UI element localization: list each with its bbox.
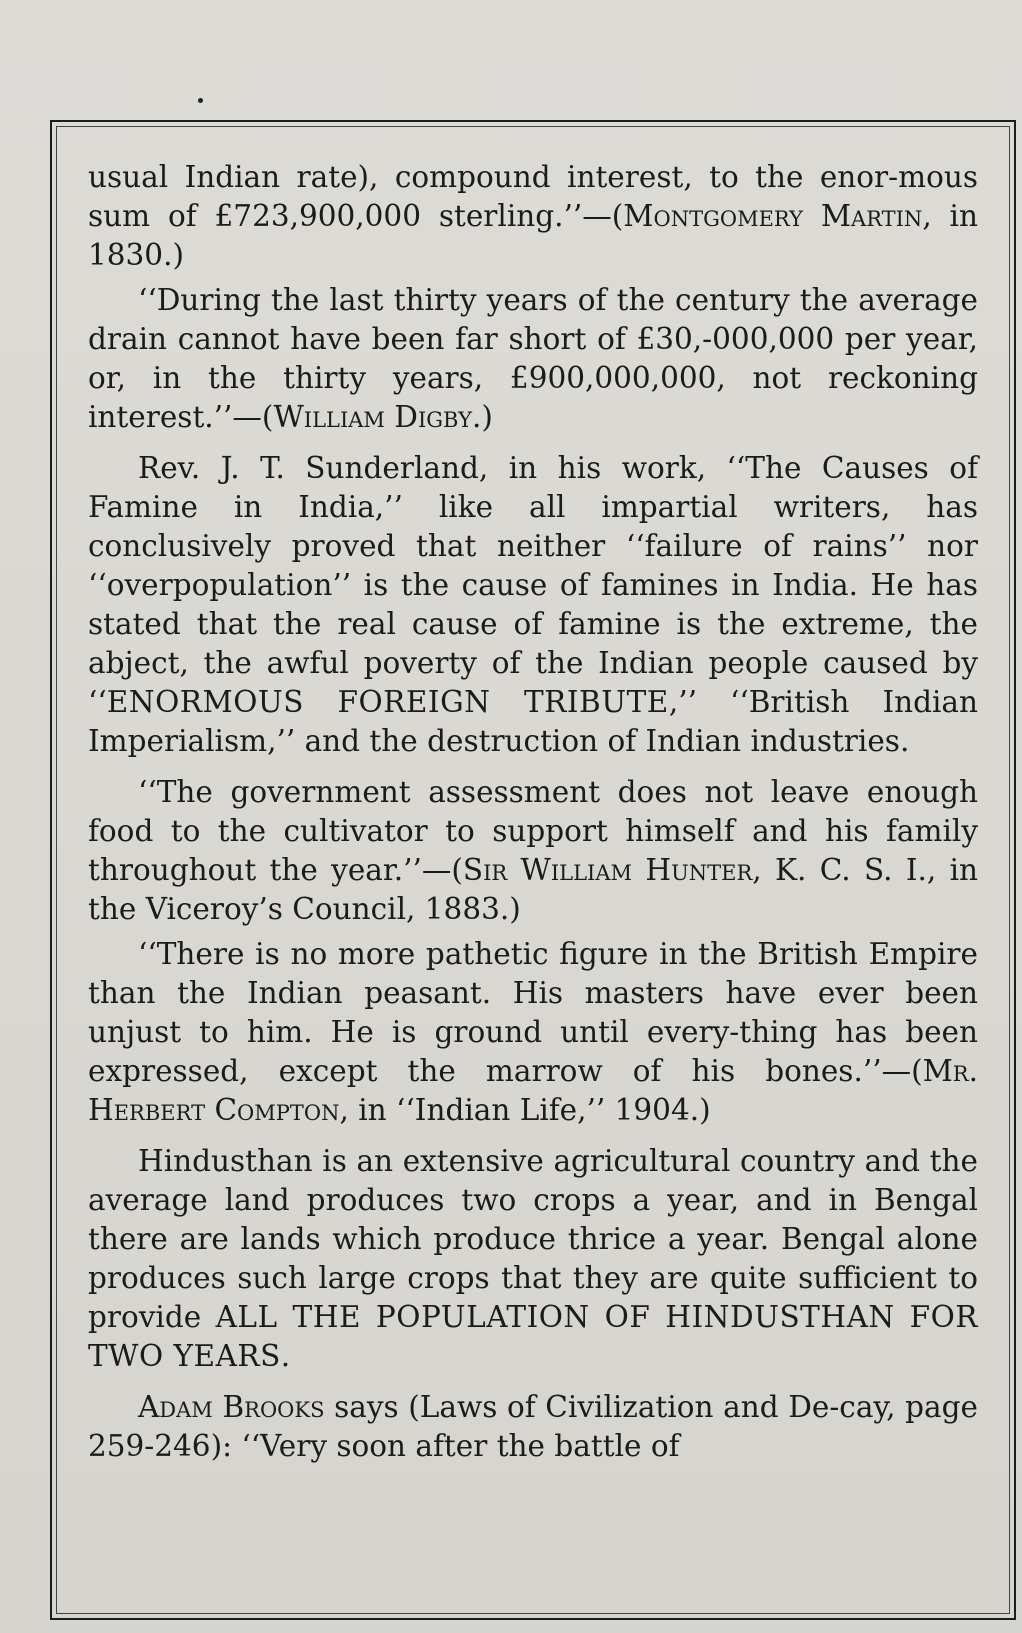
citation: .) — [471, 400, 493, 434]
quote-text: usual Indian rate), compound interest, to the enor-mous sum of £723,900,000 sterling.’’—( — [88, 160, 978, 233]
author-name: Montgomery Martin — [623, 199, 923, 233]
body-text-b: says (Laws of Civilization and De-cay, page 259-246): ‘‘Very soon after the battle of — [88, 1390, 978, 1463]
citation: , K. C. S. I., in the Viceroy’s Council, 1883.) — [88, 853, 978, 926]
quote-text: ‘‘The government assessment does not leave enough food to the cultivator to support himself and his family throughout the year.’’—( — [88, 775, 978, 887]
body-text-b: ,’’ ‘‘British Indian Imperialism,’’ and the destruction of Indian industries. — [88, 685, 979, 758]
paragraph-sunderland — [88, 449, 978, 761]
paragraph-hunter-quote — [88, 773, 978, 929]
author-name: Sir William Hunter — [462, 853, 753, 887]
ink-speck — [198, 98, 203, 103]
paragraph-hindusthan — [88, 1142, 978, 1376]
body-text-a: Rev. J. T. Sunderland, in his work, ‘‘The Causes of Famine in India,’’ like all impartial writers, has conclusively proved that neither ‘‘failure of rains’’ nor ‘‘overpopulation’’ is the cause of famines in India. He has stated that the real cause of famine is the extreme, the abject, the awful poverty of the Indian people caused by ‘‘ — [88, 451, 978, 719]
emphasis-caps: ALL THE POPULATION OF HINDUSTHAN FOR TWO YEARS — [88, 1300, 978, 1373]
quote-text: ‘‘There is no more pathetic figure in the British Empire than the Indian peasant. His masters have ever been unjust to him. He is ground until every-thing has been expressed, except the marrow of his bones.’’—( — [88, 937, 978, 1088]
author-name: Adam Brooks — [138, 1390, 325, 1424]
paragraph-compton-quote — [88, 935, 978, 1130]
body-text — [88, 158, 978, 1466]
citation: , in ‘‘Indian Life,’’ 1904.) — [339, 1093, 711, 1127]
body-text-a: Hindusthan is an extensive agricultural country and the average land produces two crops a year, and in Bengal there are lands which produce thrice a year. Bengal alone produces such large crops that they are quite sufficient to provide — [88, 1144, 978, 1334]
quote-text: ‘‘During the last thirty years of the century the average drain cannot have been far short of £30,-000,000 per year, or, in the thirty years, £900,000,000, not reckoning interest.’’—( — [88, 283, 978, 434]
author-name: Mr. Herbert Compton — [88, 1054, 978, 1127]
author-name: William Digby — [273, 400, 472, 434]
citation: , in 1830.) — [88, 199, 978, 272]
paragraph-brooks — [88, 1388, 978, 1466]
paragraph-montgomery-quote — [88, 158, 978, 275]
paragraph-digby-quote — [88, 281, 978, 437]
emphasis-caps: ENORMOUS FOREIGN TRIBUTE — [106, 685, 669, 719]
body-text-b: . — [280, 1339, 291, 1373]
